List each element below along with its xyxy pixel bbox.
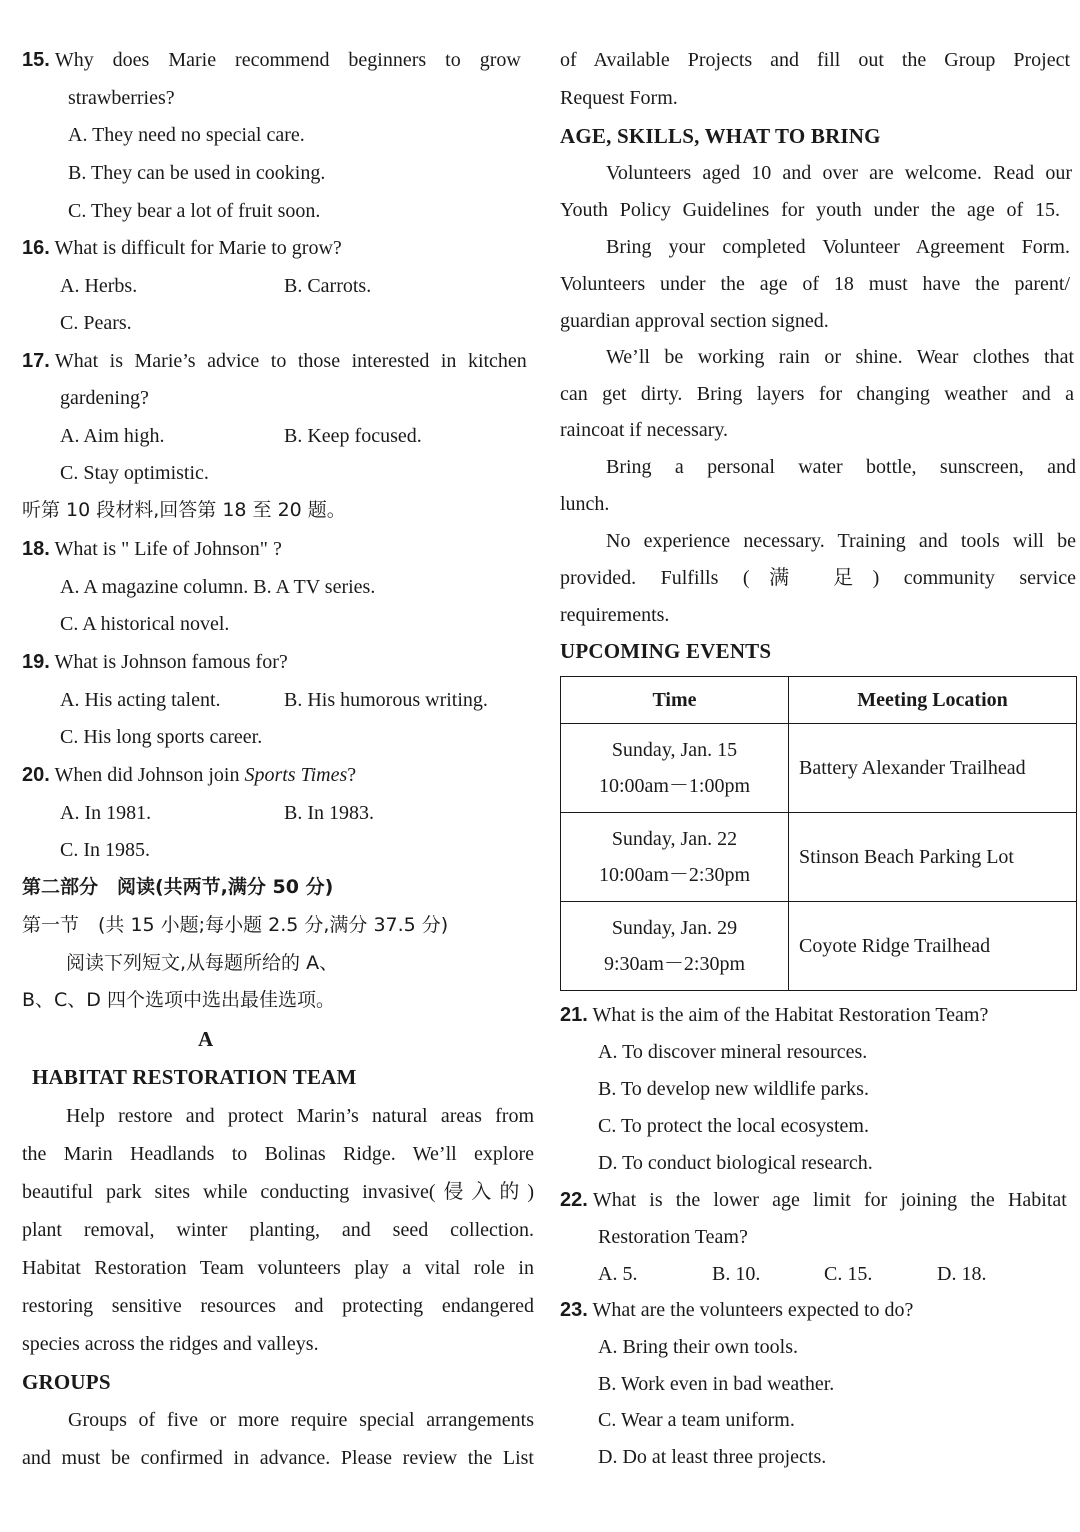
- question-number: 20.: [22, 764, 50, 786]
- table-cell-time: [561, 813, 789, 902]
- paragraph-line: [606, 457, 1076, 477]
- paragraph-text: Help restore and protect Marin’s natural areas from: [66, 1105, 534, 1127]
- paragraph-text: of Available Projects and fill out the Group Project: [560, 49, 1070, 71]
- table-row: [561, 724, 1077, 813]
- option-c: C. 15.: [824, 1263, 873, 1285]
- groups-heading: GROUPS: [22, 1370, 111, 1394]
- paragraph-text: beautiful park sites while conducting invasive(侵入的): [22, 1181, 534, 1203]
- paragraph-line: [560, 200, 1060, 220]
- paragraph-line: [560, 384, 1074, 404]
- option-a: A. 5.: [598, 1263, 638, 1285]
- paragraph-line: [560, 50, 1070, 70]
- paragraph-line: [22, 1144, 534, 1164]
- option-c: C. Wear a team uniform.: [598, 1409, 795, 1431]
- paragraph-text: Habitat Restoration Team volunteers play a vital role in: [22, 1257, 534, 1279]
- paragraph-text: Bring a personal water bottle, sunscreen, and: [606, 456, 1076, 478]
- paragraph-line: guardian approval section signed.: [560, 310, 829, 332]
- table-cell-time: [561, 724, 789, 813]
- reading-instruction: 阅读下列短文,从每题所给的 A、: [66, 952, 339, 974]
- question-number: 18.: [22, 538, 50, 560]
- question-stem: What is Johnson famous for?: [54, 651, 288, 673]
- paragraph-text: plant removal, winter planting, and seed collection.: [22, 1219, 534, 1241]
- option-c: C. To protect the local ecosystem.: [598, 1115, 869, 1137]
- paragraph-line: species across the ridges and valleys.: [22, 1333, 319, 1355]
- event-time: 10:00am－1:00pm: [598, 775, 751, 797]
- option-b: B. Work even in bad weather.: [598, 1373, 835, 1395]
- question-stem: Why does Marie recommend beginners to grow: [54, 49, 521, 71]
- paragraph-line: raincoat if necessary.: [560, 419, 729, 441]
- option-b: B. Keep focused.: [284, 425, 422, 447]
- table-cell-location: Coyote Ridge Trailhead: [789, 902, 1077, 991]
- question-number: 21.: [560, 1004, 588, 1026]
- option-d: D. 18.: [937, 1263, 987, 1285]
- table-row: [561, 902, 1077, 991]
- option-c: C. In 1985.: [60, 839, 150, 861]
- question-stem: What is Marie’s advice to those interested in kitchen: [54, 350, 527, 372]
- paragraph-line: [606, 163, 1072, 183]
- paragraph-line: [66, 1106, 534, 1126]
- table-cell-location: Stinson Beach Parking Lot: [789, 813, 1077, 902]
- paragraph-line: [68, 1410, 534, 1430]
- option-b: B. 10.: [712, 1263, 761, 1285]
- paragraph-text: We’ll be working rain or shine. Wear clothes that: [606, 346, 1074, 368]
- event-date: Sunday, Jan. 15: [611, 739, 738, 761]
- question-number: 23.: [560, 1299, 588, 1321]
- reading-instruction-cont: B、C、D 四个选项中选出最佳选项。: [22, 989, 335, 1011]
- paragraph-line: Request Form.: [560, 87, 678, 109]
- option-a: A. Aim high.: [60, 425, 165, 447]
- option-c: C. Pears.: [60, 312, 132, 334]
- paragraph-text: can get dirty. Bring layers for changing weather and a: [560, 383, 1074, 405]
- question-15: [22, 50, 534, 70]
- question-18: [22, 539, 282, 559]
- paragraph-text: Groups of five or more require special arrangements: [68, 1409, 534, 1431]
- paragraph-line: requirements.: [560, 604, 670, 626]
- question-stem: What are the volunteers expected to do?: [592, 1299, 914, 1321]
- paragraph-text: Volunteers under the age of 18 must have the parent/: [560, 273, 1070, 295]
- paragraph-line: [22, 1182, 534, 1202]
- age-skills-heading: AGE, SKILLS, WHAT TO BRING: [560, 124, 881, 148]
- paragraph-text: provided. Fulfills (满 足) community service: [560, 567, 1076, 589]
- table-cell-time: [561, 902, 789, 991]
- option-a: A. They need no special care.: [68, 124, 305, 146]
- paragraph-line: [606, 531, 1076, 551]
- table-header-row: [561, 677, 1077, 724]
- question-stem: What is " Life of Johnson" ?: [54, 538, 282, 560]
- question-17: [22, 351, 534, 371]
- table-row: [561, 813, 1077, 902]
- paragraph-line: [606, 237, 1070, 257]
- question-stem-pre: When did Johnson join: [54, 764, 245, 786]
- paragraph-line: [606, 347, 1074, 367]
- passage-letter: A: [198, 1027, 214, 1051]
- option-a: A. Herbs.: [60, 275, 138, 297]
- question-stem-post: ?: [347, 764, 357, 786]
- option-b: B. His humorous writing.: [284, 689, 488, 711]
- events-heading: UPCOMING EVENTS: [560, 639, 772, 663]
- paragraph-text: Volunteers aged 10 and over are welcome. Read our: [606, 162, 1072, 184]
- paragraph-line: [560, 274, 1070, 294]
- option-c: C. They bear a lot of fruit soon.: [68, 200, 321, 222]
- paragraph-text: the Marin Headlands to Bolinas Ridge. We’ll explore: [22, 1143, 534, 1165]
- question-stem-cont: gardening?: [60, 387, 149, 409]
- event-time: 10:00am－2:30pm: [598, 864, 751, 886]
- question-number: 22.: [560, 1189, 588, 1211]
- question-stem: What is the aim of the Habitat Restoration Team?: [592, 1004, 989, 1026]
- question-22: [560, 1190, 1076, 1210]
- events-table: [560, 676, 1077, 991]
- question-16: [22, 238, 342, 258]
- paragraph-line: [560, 568, 1076, 588]
- section-instruction: 听第 10 段材料,回答第 18 至 20 题。: [22, 499, 346, 521]
- question-stem: What is the lower age limit for joining the Habitat: [592, 1189, 1067, 1211]
- question-19: [22, 652, 288, 672]
- question-number: 17.: [22, 350, 50, 372]
- question-stem-cont: strawberries?: [68, 87, 175, 109]
- table-header-time: Time: [561, 677, 789, 724]
- question-number: 19.: [22, 651, 50, 673]
- paragraph-line: [22, 1220, 534, 1240]
- option-d: D. To conduct biological research.: [598, 1152, 873, 1174]
- question-21: [560, 1005, 988, 1025]
- paragraph-line: lunch.: [560, 493, 610, 515]
- question-stem: What is difficult for Marie to grow?: [54, 237, 342, 259]
- table-cell-location: Battery Alexander Trailhead: [789, 724, 1077, 813]
- paragraph-line: [22, 1448, 534, 1468]
- paragraph-text: Youth Policy Guidelines for youth under the age of 15.: [560, 199, 1060, 221]
- option-b: B. Carrots.: [284, 275, 372, 297]
- question-stem-cont: Restoration Team?: [598, 1226, 748, 1248]
- paragraph-text: No experience necessary. Training and tools will be: [606, 530, 1076, 552]
- section-heading: 第一节 (共 15 小题;每小题 2.5 分,满分 37.5 分): [22, 914, 449, 936]
- option-b: B. To develop new wildlife parks.: [598, 1078, 869, 1100]
- option-b: B. They can be used in cooking.: [68, 162, 326, 184]
- option-c: C. Stay optimistic.: [60, 462, 209, 484]
- option-a-b: A. A magazine column. B. A TV series.: [60, 576, 376, 598]
- passage-title: HABITAT RESTORATION TEAM: [32, 1065, 357, 1089]
- question-20: [22, 765, 356, 785]
- table-header-location: Meeting Location: [789, 677, 1077, 724]
- paragraph-line: [22, 1258, 534, 1278]
- part-heading: 第二部分 阅读(共两节,满分 50 分): [22, 876, 334, 898]
- option-c: C. A historical novel.: [60, 613, 230, 635]
- event-time: 9:30am－2:30pm: [603, 953, 746, 975]
- option-a: A. In 1981.: [60, 802, 152, 824]
- event-date: Sunday, Jan. 29: [611, 917, 738, 939]
- option-a: A. To discover mineral resources.: [598, 1041, 868, 1063]
- question-number: 16.: [22, 237, 50, 259]
- paragraph-line: [22, 1296, 534, 1316]
- option-d: D. Do at least three projects.: [598, 1446, 827, 1468]
- option-a: A. Bring their own tools.: [598, 1336, 798, 1358]
- paragraph-text: Bring your completed Volunteer Agreement Form.: [606, 236, 1070, 258]
- question-stem-italic: Sports Times: [244, 764, 348, 786]
- option-b: B. In 1983.: [284, 802, 374, 824]
- question-number: 15.: [22, 49, 50, 71]
- option-a: A. His acting talent.: [60, 689, 221, 711]
- paragraph-text: restoring sensitive resources and protecting endangered: [22, 1295, 534, 1317]
- paragraph-text: and must be confirmed in advance. Please review the List: [22, 1447, 534, 1469]
- event-date: Sunday, Jan. 22: [611, 828, 738, 850]
- question-23: [560, 1300, 913, 1320]
- option-c: C. His long sports career.: [60, 726, 263, 748]
